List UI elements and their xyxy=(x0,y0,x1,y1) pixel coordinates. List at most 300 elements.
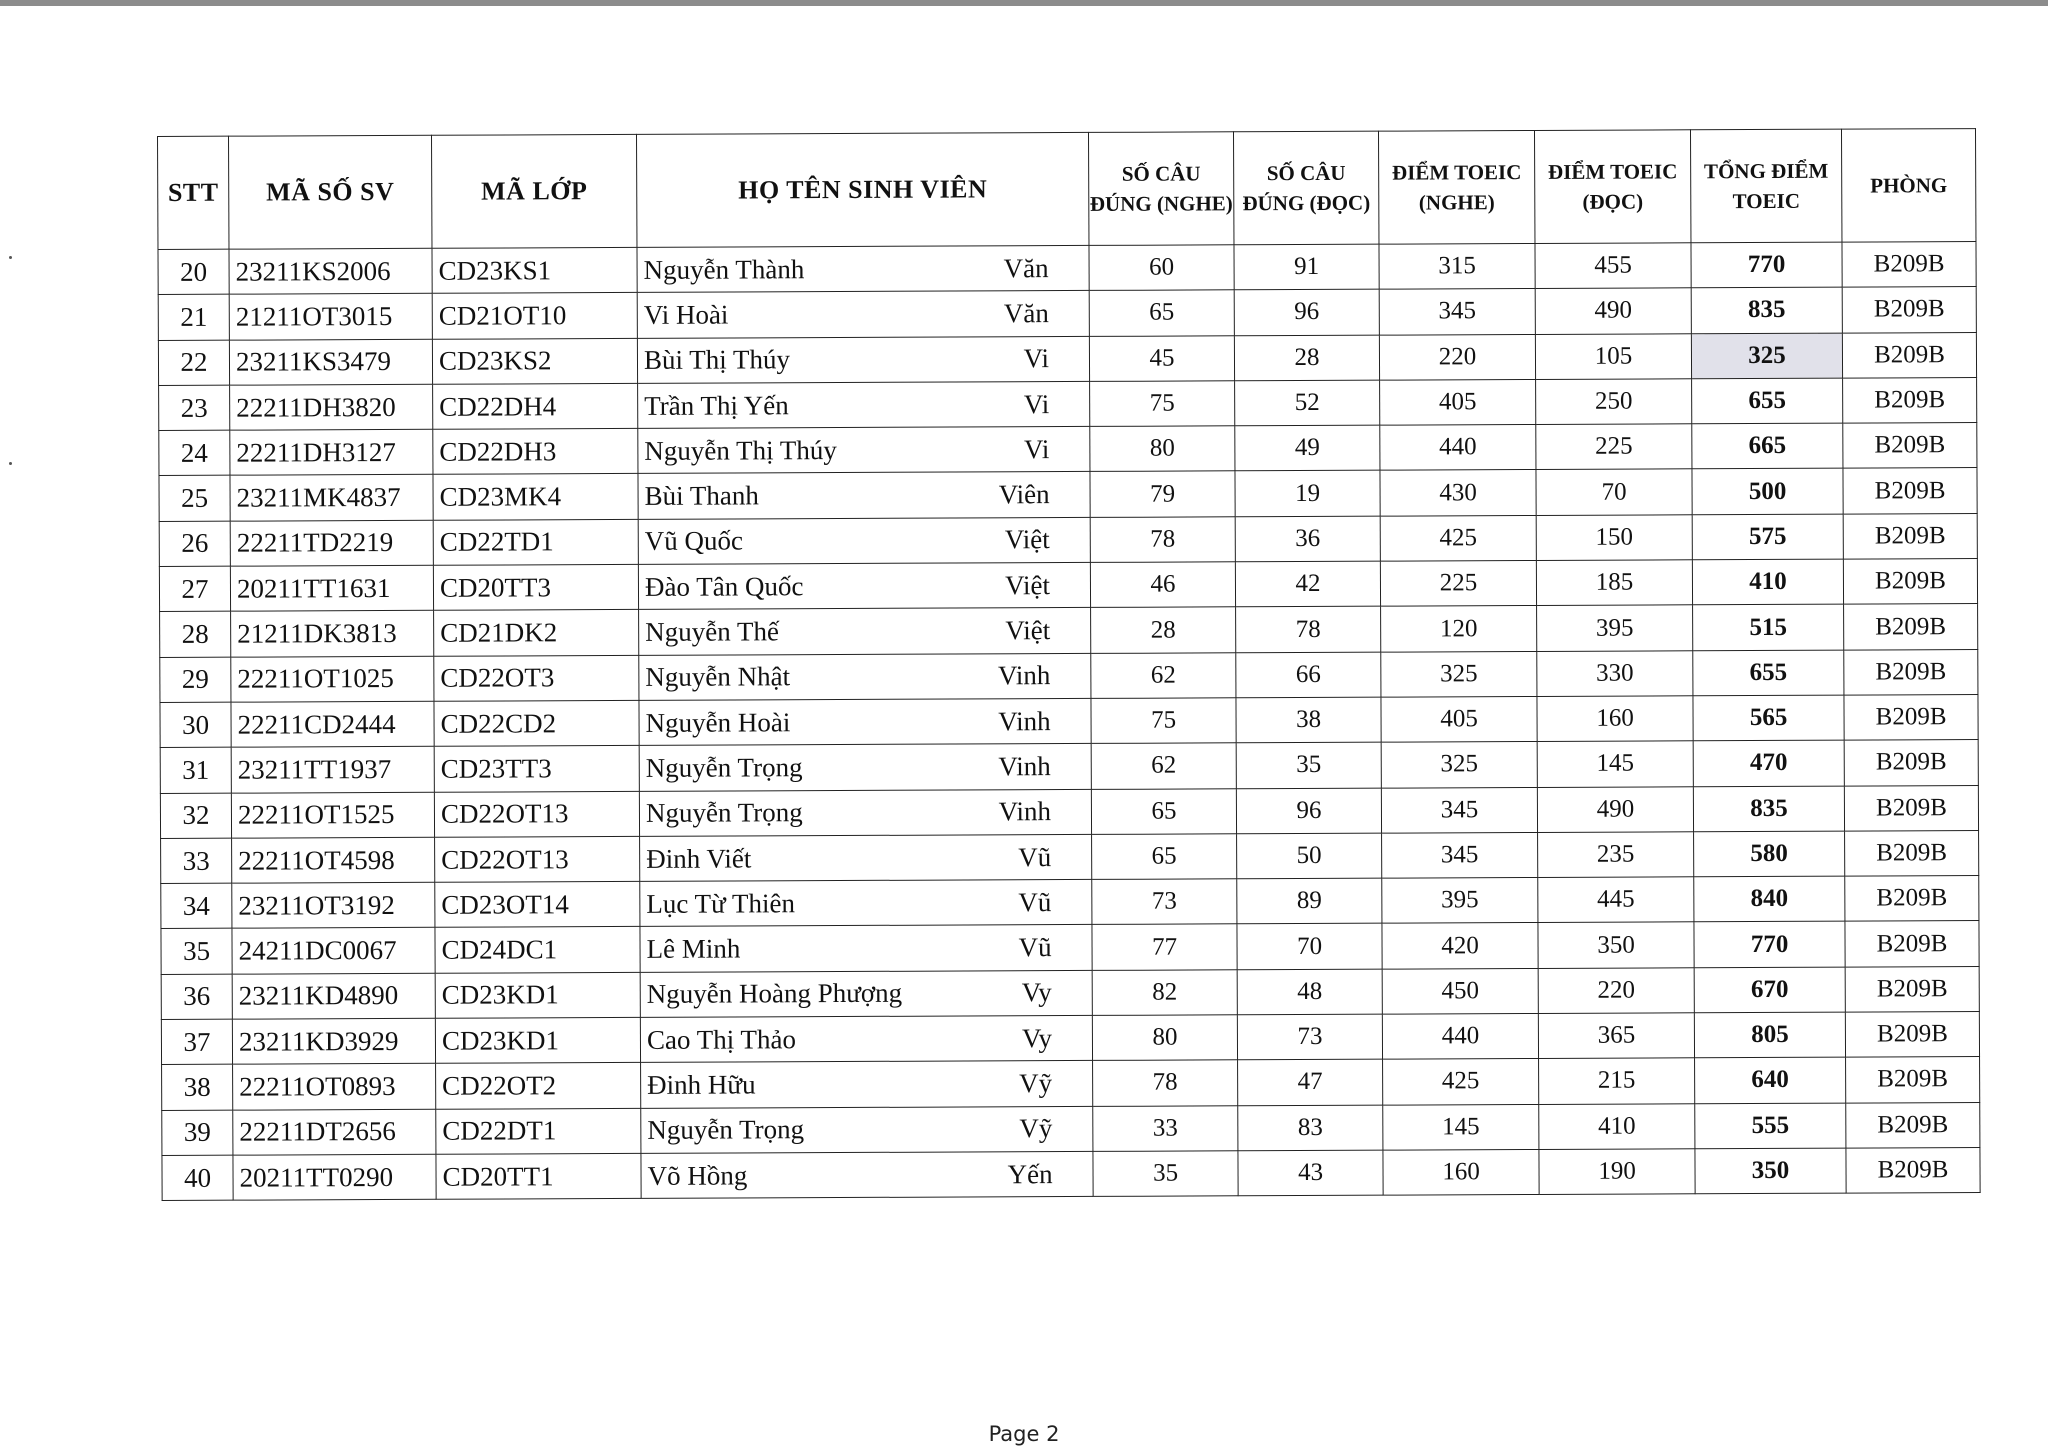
cell-correct-reading: 38 xyxy=(1236,697,1381,743)
cell-toeic-reading: 105 xyxy=(1535,333,1691,379)
cell-toeic-reading: 490 xyxy=(1535,288,1691,334)
cell-correct-reading: 43 xyxy=(1238,1150,1383,1196)
given-name: Vũ xyxy=(1018,932,1052,963)
cell-student-id: 23211KD3929 xyxy=(232,1018,435,1064)
name-wrapper xyxy=(641,1068,1092,1101)
given-name: Vy xyxy=(1021,977,1052,1008)
name-wrapper xyxy=(640,751,1091,784)
cell-student-id: 22211OT0893 xyxy=(233,1064,436,1110)
cell-correct-reading: 52 xyxy=(1235,380,1380,426)
cell-stt: 25 xyxy=(159,476,230,522)
cell-student-id: 23211KS2006 xyxy=(229,248,432,294)
toeic-score-table xyxy=(157,128,1981,1201)
cell-toeic-total: 555 xyxy=(1695,1103,1846,1149)
cell-room: B209B xyxy=(1846,1147,1980,1193)
cell-toeic-total: 770 xyxy=(1691,242,1842,288)
surname-and-middle-name: Vi Hoài xyxy=(643,299,729,330)
name-wrapper xyxy=(639,615,1090,648)
surname-and-middle-name: Đào Tân Quốc xyxy=(644,570,804,602)
given-name: Việt xyxy=(1005,569,1051,601)
name-wrapper xyxy=(641,1159,1092,1192)
cell-toeic-reading: 160 xyxy=(1537,696,1693,742)
cell-toeic-reading: 190 xyxy=(1539,1149,1695,1195)
cell-student-id: 22211DH3127 xyxy=(230,429,433,475)
given-name: Vinh xyxy=(998,705,1051,736)
cell-correct-reading: 96 xyxy=(1234,289,1379,335)
header-toeic-listening: ĐIỂM TOEIC (NGHE) xyxy=(1378,130,1534,244)
cell-full-name xyxy=(637,336,1089,383)
cell-full-name xyxy=(639,744,1091,791)
cell-toeic-listening: 345 xyxy=(1382,832,1538,878)
scan-speck xyxy=(9,462,12,465)
cell-correct-reading: 19 xyxy=(1235,471,1380,517)
table-row xyxy=(158,242,1976,295)
cell-student-id: 22211CD2444 xyxy=(231,701,434,747)
table-header-row xyxy=(158,129,1976,250)
table-row xyxy=(159,559,1977,612)
cell-toeic-total: 655 xyxy=(1693,650,1844,696)
cell-toeic-total: 835 xyxy=(1693,786,1844,832)
cell-toeic-reading: 350 xyxy=(1538,922,1694,968)
cell-full-name xyxy=(639,653,1091,700)
cell-toeic-listening: 325 xyxy=(1381,742,1537,788)
cell-room: B209B xyxy=(1844,785,1978,831)
cell-room: B209B xyxy=(1843,423,1977,469)
table-row xyxy=(159,513,1977,566)
surname-and-middle-name: Lục Từ Thiên xyxy=(646,888,796,919)
cell-stt: 35 xyxy=(161,929,232,975)
cell-correct-reading: 42 xyxy=(1235,561,1380,607)
cell-toeic-total: 410 xyxy=(1692,559,1843,605)
cell-student-id: 23211MK4837 xyxy=(230,475,433,521)
cell-stt: 24 xyxy=(159,430,230,476)
table-row xyxy=(159,468,1977,521)
cell-class-code: CD22DH4 xyxy=(433,383,638,429)
table-row xyxy=(160,604,1978,657)
cell-stt: 26 xyxy=(159,521,230,567)
cell-room: B209B xyxy=(1845,1012,1979,1058)
name-wrapper xyxy=(640,887,1091,920)
cell-correct-listening: 80 xyxy=(1092,1015,1237,1061)
cell-correct-listening: 33 xyxy=(1093,1105,1238,1151)
cell-correct-reading: 91 xyxy=(1234,244,1379,290)
cell-toeic-listening: 315 xyxy=(1379,243,1535,289)
cell-correct-listening: 45 xyxy=(1089,335,1234,381)
cell-toeic-reading: 150 xyxy=(1536,515,1692,561)
cell-class-code: CD23KD1 xyxy=(435,1017,640,1063)
cell-stt: 28 xyxy=(160,612,231,658)
cell-class-code: CD23MK4 xyxy=(433,474,638,520)
cell-toeic-reading: 250 xyxy=(1536,379,1692,425)
given-name: Vỹ xyxy=(1019,1068,1053,1099)
cell-correct-listening: 46 xyxy=(1090,562,1235,608)
cell-class-code: CD21OT10 xyxy=(432,293,637,339)
cell-stt: 37 xyxy=(161,1019,232,1065)
cell-student-id: 22211DH3820 xyxy=(230,384,433,430)
cell-correct-listening: 65 xyxy=(1092,834,1237,880)
cell-student-id: 23211KD4890 xyxy=(232,973,435,1019)
header-full-name: HỌ TÊN SINH VIÊN xyxy=(636,132,1088,247)
given-name: Yến xyxy=(1007,1158,1053,1189)
table-row xyxy=(158,332,1976,385)
given-name: Văn xyxy=(1003,298,1049,329)
cell-stt: 22 xyxy=(158,340,229,386)
cell-correct-reading: 36 xyxy=(1235,516,1380,562)
cell-full-name xyxy=(638,563,1090,610)
cell-correct-listening: 62 xyxy=(1091,743,1236,789)
cell-student-id: 23211KS3479 xyxy=(229,339,432,385)
table-row xyxy=(161,1012,1979,1065)
cell-toeic-listening: 440 xyxy=(1382,1014,1538,1060)
cell-toeic-reading: 145 xyxy=(1537,741,1693,787)
surname-and-middle-name: Trần Thị Yến xyxy=(644,389,789,421)
cell-correct-reading: 28 xyxy=(1234,335,1379,381)
cell-class-code: CD22OT13 xyxy=(434,791,639,837)
table-row xyxy=(160,695,1978,748)
cell-full-name xyxy=(639,789,1091,836)
cell-room: B209B xyxy=(1844,649,1978,695)
surname-and-middle-name: Cao Thị Thảo xyxy=(646,1023,797,1055)
cell-correct-reading: 47 xyxy=(1238,1060,1383,1106)
table-row xyxy=(158,287,1976,340)
cell-correct-listening: 82 xyxy=(1092,970,1237,1016)
name-wrapper xyxy=(639,524,1090,557)
name-wrapper xyxy=(639,479,1090,512)
cell-correct-listening: 65 xyxy=(1089,290,1234,336)
cell-full-name xyxy=(641,1061,1093,1108)
name-wrapper xyxy=(638,434,1089,467)
given-name: Văn xyxy=(1003,252,1049,283)
cell-stt: 32 xyxy=(160,793,231,839)
cell-toeic-reading: 235 xyxy=(1538,832,1694,878)
given-name: Vinh xyxy=(998,751,1051,782)
cell-student-id: 21211OT3015 xyxy=(229,294,432,340)
header-toeic-total: TỔNG ĐIỂM TOEIC xyxy=(1690,129,1841,243)
cell-full-name xyxy=(640,970,1092,1017)
name-wrapper xyxy=(640,796,1091,829)
cell-stt: 27 xyxy=(159,566,230,612)
table-row xyxy=(161,966,1979,1019)
surname-and-middle-name: Nguyễn Hoài xyxy=(645,706,791,738)
scan-speck xyxy=(9,256,12,259)
cell-correct-reading: 89 xyxy=(1237,878,1382,924)
name-wrapper xyxy=(638,253,1089,286)
cell-toeic-total: 515 xyxy=(1693,605,1844,651)
cell-correct-listening: 77 xyxy=(1092,924,1237,970)
cell-class-code: CD23OT14 xyxy=(435,882,640,928)
table-body xyxy=(158,242,1980,1201)
cell-toeic-reading: 410 xyxy=(1539,1103,1695,1149)
cell-room: B209B xyxy=(1842,332,1976,378)
cell-class-code: CD23KS2 xyxy=(432,338,637,384)
cell-toeic-total: 665 xyxy=(1692,423,1843,469)
cell-toeic-reading: 445 xyxy=(1538,877,1694,923)
cell-toeic-listening: 405 xyxy=(1381,696,1537,742)
cell-stt: 36 xyxy=(161,974,232,1020)
cell-toeic-total: 565 xyxy=(1693,695,1844,741)
cell-student-id: 20211TT1631 xyxy=(230,565,433,611)
cell-room: B209B xyxy=(1845,876,1979,922)
table-row xyxy=(160,740,1978,793)
name-wrapper xyxy=(640,841,1091,874)
cell-room: B209B xyxy=(1845,830,1979,876)
cell-class-code: CD22TD1 xyxy=(433,519,638,565)
cell-stt: 40 xyxy=(162,1155,233,1201)
score-sheet xyxy=(157,136,1975,1201)
name-wrapper xyxy=(641,977,1092,1010)
cell-full-name xyxy=(637,245,1089,292)
cell-toeic-listening: 420 xyxy=(1382,923,1538,969)
table-row xyxy=(161,830,1979,883)
cell-class-code: CD22CD2 xyxy=(434,700,639,746)
cell-full-name xyxy=(640,1015,1092,1062)
cell-correct-reading: 49 xyxy=(1235,425,1380,471)
cell-stt: 30 xyxy=(160,702,231,748)
cell-room: B209B xyxy=(1844,740,1978,786)
cell-class-code: CD24DC1 xyxy=(435,927,640,973)
cell-toeic-listening: 345 xyxy=(1379,289,1535,335)
given-name: Viên xyxy=(998,479,1050,510)
table-row xyxy=(162,1102,1980,1155)
cell-full-name xyxy=(638,381,1090,428)
table-row xyxy=(160,649,1978,702)
cell-toeic-reading: 185 xyxy=(1536,560,1692,606)
cell-stt: 23 xyxy=(159,385,230,431)
name-wrapper xyxy=(639,660,1090,693)
cell-toeic-total: 500 xyxy=(1692,469,1843,515)
cell-correct-listening: 35 xyxy=(1093,1151,1238,1197)
cell-correct-listening: 28 xyxy=(1091,607,1236,653)
cell-room: B209B xyxy=(1845,921,1979,967)
header-student-id: MÃ SỐ SV xyxy=(229,135,432,249)
cell-toeic-listening: 425 xyxy=(1383,1059,1539,1105)
cell-full-name xyxy=(639,608,1091,655)
cell-correct-reading: 48 xyxy=(1237,969,1382,1015)
surname-and-middle-name: Nguyễn Thành xyxy=(643,253,805,285)
cell-full-name xyxy=(640,880,1092,927)
cell-correct-reading: 70 xyxy=(1237,924,1382,970)
table-row xyxy=(162,1057,1980,1110)
table-row xyxy=(162,1147,1980,1200)
cell-class-code: CD22OT13 xyxy=(435,836,640,882)
cell-toeic-reading: 70 xyxy=(1536,469,1692,515)
cell-correct-reading: 66 xyxy=(1236,652,1381,698)
cell-toeic-reading: 220 xyxy=(1538,968,1694,1014)
surname-and-middle-name: Đinh Hữu xyxy=(647,1069,756,1100)
cell-toeic-total: 805 xyxy=(1694,1012,1845,1058)
cell-toeic-listening: 145 xyxy=(1383,1104,1539,1150)
cell-student-id: 23211OT3192 xyxy=(232,882,435,928)
cell-stt: 21 xyxy=(158,294,229,340)
given-name: Vi xyxy=(1023,388,1050,419)
given-name: Việt xyxy=(1005,615,1051,646)
cell-correct-listening: 60 xyxy=(1089,245,1234,291)
cell-correct-listening: 73 xyxy=(1092,879,1237,925)
cell-student-id: 23211TT1937 xyxy=(231,747,434,793)
cell-full-name xyxy=(641,1151,1093,1198)
cell-toeic-reading: 330 xyxy=(1537,650,1693,696)
surname-and-middle-name: Lê Minh xyxy=(646,933,741,964)
cell-toeic-listening: 440 xyxy=(1380,425,1536,471)
surname-and-middle-name: Võ Hồng xyxy=(647,1160,748,1191)
given-name: Vi xyxy=(1023,343,1050,374)
cell-stt: 33 xyxy=(161,838,232,884)
cell-full-name xyxy=(638,427,1090,474)
cell-correct-reading: 78 xyxy=(1236,607,1381,653)
header-stt: STT xyxy=(158,136,229,249)
surname-and-middle-name: Đinh Viết xyxy=(646,842,752,874)
cell-stt: 39 xyxy=(162,1110,233,1156)
surname-and-middle-name: Nguyễn Trọng xyxy=(645,752,803,783)
cell-toeic-listening: 450 xyxy=(1382,968,1538,1014)
cell-room: B209B xyxy=(1842,287,1976,333)
header-correct-listening: SỐ CÂU ĐÚNG (NGHE) xyxy=(1088,132,1233,246)
cell-toeic-total: 670 xyxy=(1694,967,1845,1013)
given-name: Vũ xyxy=(1018,886,1052,918)
given-name: Vũ xyxy=(1018,841,1052,872)
cell-room: B209B xyxy=(1846,1102,1980,1148)
surname-and-middle-name: Nguyễn Trọng xyxy=(645,797,803,829)
cell-student-id: 22211DT2656 xyxy=(233,1109,436,1155)
cell-toeic-total: 840 xyxy=(1694,876,1845,922)
cell-class-code: CD23KD1 xyxy=(435,972,640,1018)
header-toeic-reading: ĐIỂM TOEIC (ĐỌC) xyxy=(1534,130,1690,244)
cell-room: B209B xyxy=(1844,604,1978,650)
name-wrapper xyxy=(638,298,1089,331)
cell-class-code: CD21DK2 xyxy=(434,610,639,656)
cell-correct-reading: 50 xyxy=(1237,833,1382,879)
cell-stt: 34 xyxy=(161,883,232,929)
cell-correct-reading: 96 xyxy=(1236,788,1381,834)
cell-student-id: 22211OT1525 xyxy=(231,792,434,838)
table-row xyxy=(159,377,1977,430)
cell-stt: 31 xyxy=(160,747,231,793)
surname-and-middle-name: Nguyễn Trọng xyxy=(647,1114,805,1146)
cell-room: B209B xyxy=(1844,695,1978,741)
cell-toeic-reading: 395 xyxy=(1537,605,1693,651)
cell-correct-listening: 65 xyxy=(1091,788,1236,834)
cell-student-id: 22211TD2219 xyxy=(230,520,433,566)
cell-room: B209B xyxy=(1842,242,1976,288)
cell-class-code: CD23TT3 xyxy=(434,746,639,792)
cell-correct-listening: 62 xyxy=(1091,652,1236,698)
cell-full-name xyxy=(638,517,1090,564)
cell-toeic-reading: 490 xyxy=(1537,786,1693,832)
cell-correct-listening: 78 xyxy=(1090,517,1235,563)
cell-toeic-listening: 225 xyxy=(1380,561,1536,607)
cell-correct-listening: 75 xyxy=(1090,381,1235,427)
table-row xyxy=(159,423,1977,476)
cell-correct-listening: 78 xyxy=(1093,1060,1238,1106)
surname-and-middle-name: Vũ Quốc xyxy=(644,525,744,557)
name-wrapper xyxy=(641,1113,1092,1146)
scan-top-edge xyxy=(0,0,2048,6)
cell-room: B209B xyxy=(1843,513,1977,559)
given-name: Vi xyxy=(1023,433,1050,465)
cell-toeic-listening: 425 xyxy=(1380,515,1536,561)
given-name: Vinh xyxy=(998,796,1052,827)
given-name: Việt xyxy=(1004,524,1050,555)
name-wrapper xyxy=(638,388,1089,421)
cell-class-code: CD22OT2 xyxy=(436,1063,641,1109)
cell-full-name xyxy=(640,834,1092,881)
cell-class-code: CD22OT3 xyxy=(434,655,639,701)
header-room: PHÒNG xyxy=(1841,129,1975,243)
cell-room: B209B xyxy=(1843,559,1977,605)
surname-and-middle-name: Nguyễn Thế xyxy=(645,616,779,647)
cell-correct-listening: 80 xyxy=(1090,426,1235,472)
cell-toeic-listening: 220 xyxy=(1379,334,1535,380)
name-wrapper xyxy=(638,343,1089,376)
cell-toeic-total: 325 xyxy=(1691,333,1842,379)
table-row xyxy=(161,921,1979,974)
cell-toeic-total: 580 xyxy=(1694,831,1845,877)
cell-toeic-listening: 395 xyxy=(1382,878,1538,924)
page-number: Page 2 xyxy=(988,1422,1060,1446)
cell-toeic-total: 835 xyxy=(1691,287,1842,333)
cell-full-name xyxy=(637,291,1089,338)
cell-class-code: CD22DH3 xyxy=(433,429,638,475)
cell-toeic-total: 655 xyxy=(1692,378,1843,424)
name-wrapper xyxy=(641,1023,1092,1056)
cell-toeic-reading: 215 xyxy=(1539,1058,1695,1104)
given-name: Vinh xyxy=(997,660,1051,691)
cell-correct-listening: 75 xyxy=(1091,698,1236,744)
cell-correct-listening: 79 xyxy=(1090,471,1235,517)
cell-full-name xyxy=(639,698,1091,745)
cell-student-id: 22211OT1025 xyxy=(231,656,434,702)
cell-toeic-listening: 325 xyxy=(1381,651,1537,697)
name-wrapper xyxy=(639,706,1090,739)
cell-stt: 20 xyxy=(158,249,229,295)
surname-and-middle-name: Nguyễn Nhật xyxy=(645,661,791,693)
cell-correct-reading: 83 xyxy=(1238,1105,1383,1151)
cell-room: B209B xyxy=(1843,468,1977,514)
surname-and-middle-name: Nguyễn Hoàng Phượng xyxy=(646,978,903,1010)
cell-class-code: CD20TT1 xyxy=(436,1153,641,1199)
cell-student-id: 22211OT4598 xyxy=(232,837,435,883)
cell-toeic-total: 350 xyxy=(1695,1148,1846,1194)
table-row xyxy=(161,876,1979,929)
cell-full-name xyxy=(641,1106,1093,1153)
cell-student-id: 21211DK3813 xyxy=(231,611,434,657)
table-row xyxy=(160,785,1978,838)
cell-stt: 29 xyxy=(160,657,231,703)
given-name: Vy xyxy=(1021,1022,1053,1053)
surname-and-middle-name: Nguyễn Thị Thúy xyxy=(644,434,837,466)
name-wrapper xyxy=(640,932,1091,965)
cell-toeic-reading: 225 xyxy=(1536,424,1692,470)
header-correct-reading: SỐ CÂU ĐÚNG (ĐỌC) xyxy=(1233,131,1378,245)
cell-full-name xyxy=(640,925,1092,972)
cell-toeic-listening: 430 xyxy=(1380,470,1536,516)
cell-toeic-total: 575 xyxy=(1692,514,1843,560)
cell-stt: 38 xyxy=(162,1065,233,1111)
given-name: Vỹ xyxy=(1019,1113,1053,1144)
cell-toeic-listening: 160 xyxy=(1383,1149,1539,1195)
cell-room: B209B xyxy=(1846,1057,1980,1103)
cell-toeic-listening: 120 xyxy=(1381,606,1537,652)
cell-toeic-total: 770 xyxy=(1694,922,1845,968)
cell-class-code: CD23KS1 xyxy=(432,247,637,293)
surname-and-middle-name: Bùi Thị Thúy xyxy=(643,344,791,376)
cell-student-id: 20211TT0290 xyxy=(233,1154,436,1200)
cell-room: B209B xyxy=(1843,377,1977,423)
name-wrapper xyxy=(639,570,1090,603)
cell-toeic-reading: 365 xyxy=(1538,1013,1694,1059)
cell-class-code: CD22DT1 xyxy=(436,1108,641,1154)
surname-and-middle-name: Bùi Thanh xyxy=(644,480,759,512)
